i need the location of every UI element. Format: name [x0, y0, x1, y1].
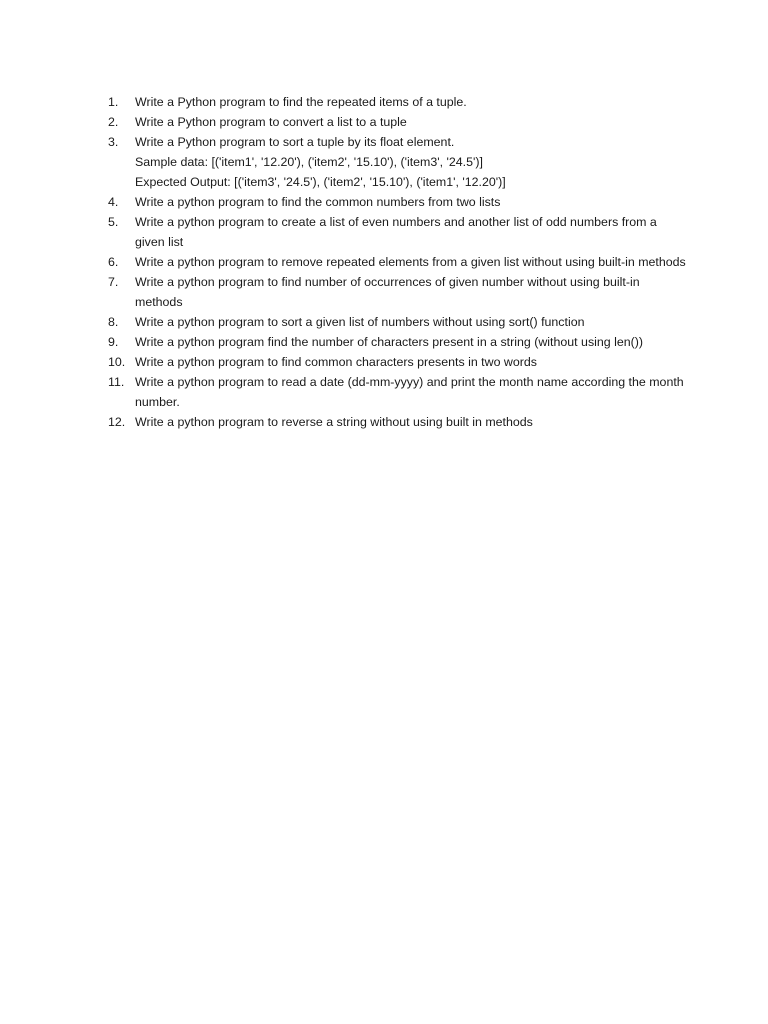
item-text: Write a Python program to sort a tuple by its float element. — [135, 135, 455, 149]
list-item — [108, 332, 688, 352]
list-item — [108, 92, 688, 112]
item-text: Write a python program to find common characters presents in two words — [135, 355, 537, 369]
list-item — [108, 272, 688, 312]
item-number: 8. — [108, 315, 119, 329]
list-item — [108, 252, 688, 272]
list-item — [108, 372, 688, 412]
item-number: 12. — [108, 415, 126, 429]
sample-data-text: Sample data: [('item1', '12.20'), ('item2', '15.10'), ('item3', '24.5')] — [135, 155, 483, 169]
item-number: 4. — [108, 195, 119, 209]
item-number: 1. — [108, 95, 119, 109]
list-item — [108, 352, 688, 372]
item-text: Write a python program to read a date (dd-mm-yyyy) and print the month name according the month number. — [135, 375, 684, 409]
list-item — [108, 412, 688, 432]
item-number: 10. — [108, 355, 126, 369]
item-text: Write a Python program to convert a list to a tuple — [135, 115, 407, 129]
item-number: 9. — [108, 335, 119, 349]
question-list — [108, 92, 688, 432]
item-number: 5. — [108, 215, 119, 229]
item-text: Write a python program find the number of characters present in a string (without using len()) — [135, 335, 644, 349]
item-number: 11. — [108, 375, 125, 389]
item-text: Write a python program to find number of occurrences of given number without using built-in methods — [135, 275, 640, 309]
item-text: Write a python program to create a list of even numbers and another list of odd numbers from a given list — [135, 215, 657, 249]
list-item — [108, 192, 688, 212]
item-number: 7. — [108, 275, 119, 289]
item-text: Write a python program to sort a given list of numbers without using sort() function — [135, 315, 585, 329]
item-text: Write a Python program to find the repeated items of a tuple. — [135, 95, 467, 109]
list-item — [108, 112, 688, 132]
item-number: 3. — [108, 135, 119, 149]
item-text: Write a python program to reverse a string without using built in methods — [135, 415, 533, 429]
expected-output-text: Expected Output: [('item3', '24.5'), ('item2', '15.10'), ('item1', '12.20')] — [135, 175, 506, 189]
item-number: 6. — [108, 255, 119, 269]
item-text: Write a python program to remove repeated elements from a given list without using built-in methods — [135, 255, 686, 269]
list-item — [108, 212, 688, 252]
item-text: Write a python program to find the common numbers from two lists — [135, 195, 501, 209]
list-item — [108, 132, 688, 192]
list-item — [108, 312, 688, 332]
item-number: 2. — [108, 115, 119, 129]
